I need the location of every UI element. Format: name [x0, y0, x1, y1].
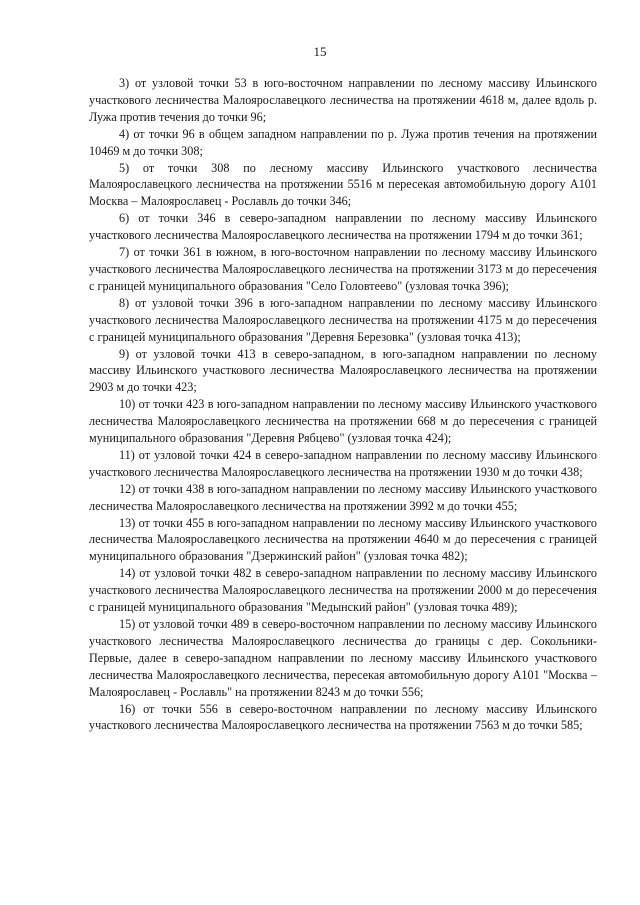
boundary-item-10: 10) от точки 423 в юго-западном направлении по лесному массиву Ильинского участкового лесничества Малоярославецкого лесничества на протяжении 668 м до пересечения с границей муниципального образования "Деревня Рябцево" (узловая точка 424); — [89, 397, 597, 446]
boundary-item-3: 3) от узловой точки 53 в юго-восточном направлении по лесному массиву Ильинского участкового лесничества Малоярославецкого лесничества на протяжении 4618 м, далее вдоль р. Лужа против течения до точки 96; — [89, 76, 597, 124]
boundary-item-6: 6) от точки 346 в северо-западном направлении по лесному массиву Ильинского участкового лесничества Малоярославецкого лесничества на протяжении 1794 м до точки 361; — [89, 211, 597, 243]
boundary-item-5: 5) от точки 308 по лесному массиву Ильинского участкового лесничества Малоярославецкого лесничества на протяжении 5516 м пересекая автомобильную дорогу А101 Москва – Малоярославец - Рославль до точки 346; — [89, 160, 597, 209]
boundary-item-7: 7) от точки 361 в южном, в юго-восточном направлении по лесному массиву Ильинского участкового лесничества Малоярославецкого лесничества на протяжении 3173 м до пересечения с границей муниципального образования "Село Головтеево" (узловая точка 396); — [89, 245, 597, 293]
boundary-item-4: 4) от точки 96 в общем западном направлении по р. Лужа против течения на протяжении 10469 м до точки 308; — [89, 126, 597, 158]
boundary-item-16: 16) от точки 556 в северо-восточном направлении по лесному массиву Ильинского участкового лесничества Малоярославецкого лесничества на протяжении 7563 м до точки 585; — [89, 701, 597, 733]
boundary-item-12: 12) от точки 438 в юго-западном направлении по лесному массиву Ильинского участкового лесничества Малоярославецкого лесничества на протяжении 3992 м до точки 455; — [89, 481, 597, 513]
boundary-item-14: 14) от узловой точки 482 в северо-западном направлении по лесному массиву Ильинского участкового лесничества Малоярославецкого лесничества на протяжении 2000 м до пересечения с границей муниципального образования "Медынский район" (узловая точка 489); — [89, 566, 597, 615]
boundary-item-8: 8) от узловой точки 396 в юго-западном направлении по лесному массиву Ильинского участкового лесничества Малоярославецкого лесничества на протяжении 4175 м до пересечения с границей муниципального образования "Деревня Березовка" (узловая точка 413); — [89, 295, 597, 344]
boundary-item-9: 9) от узловой точки 413 в северо-западном, в юго-западном направлении по лесному массиву Ильинского участкового лесничества Малоярославецкого лесничества на протяжении 2903 м до точки 423; — [89, 346, 597, 395]
boundary-item-15: 15) от узловой точки 489 в северо-восточном направлении по лесному массиву Ильинского участкового лесничества Малоярославецкого лесничества до границы с дер. Сокольники-Первые, далее в северо-западном направлении по лесному массиву Ильинского участкового лесничества Малоярославецкого лесничества, пересекая автомобильную дорогу А101 "Москва – Малоярославец - Рославль" на протяжении 8243 м до точки 556; — [89, 617, 597, 699]
page-number: 15 — [313, 44, 327, 59]
boundary-item-11: 11) от узловой точки 424 в северо-западном направлении по лесному массиву Ильинского участкового лесничества Малоярославецкого лесничества на протяжении 1930 м до точки 438; — [89, 447, 597, 479]
boundary-item-13: 13) от точки 455 в юго-западном направлении по лесному массиву Ильинского участкового лесничества Малоярославецкого лесничества на протяжении 4640 м до пересечения с границей муниципального образования "Дзержинский район" (узловая точка 482); — [89, 515, 597, 564]
document-body — [89, 75, 597, 734]
